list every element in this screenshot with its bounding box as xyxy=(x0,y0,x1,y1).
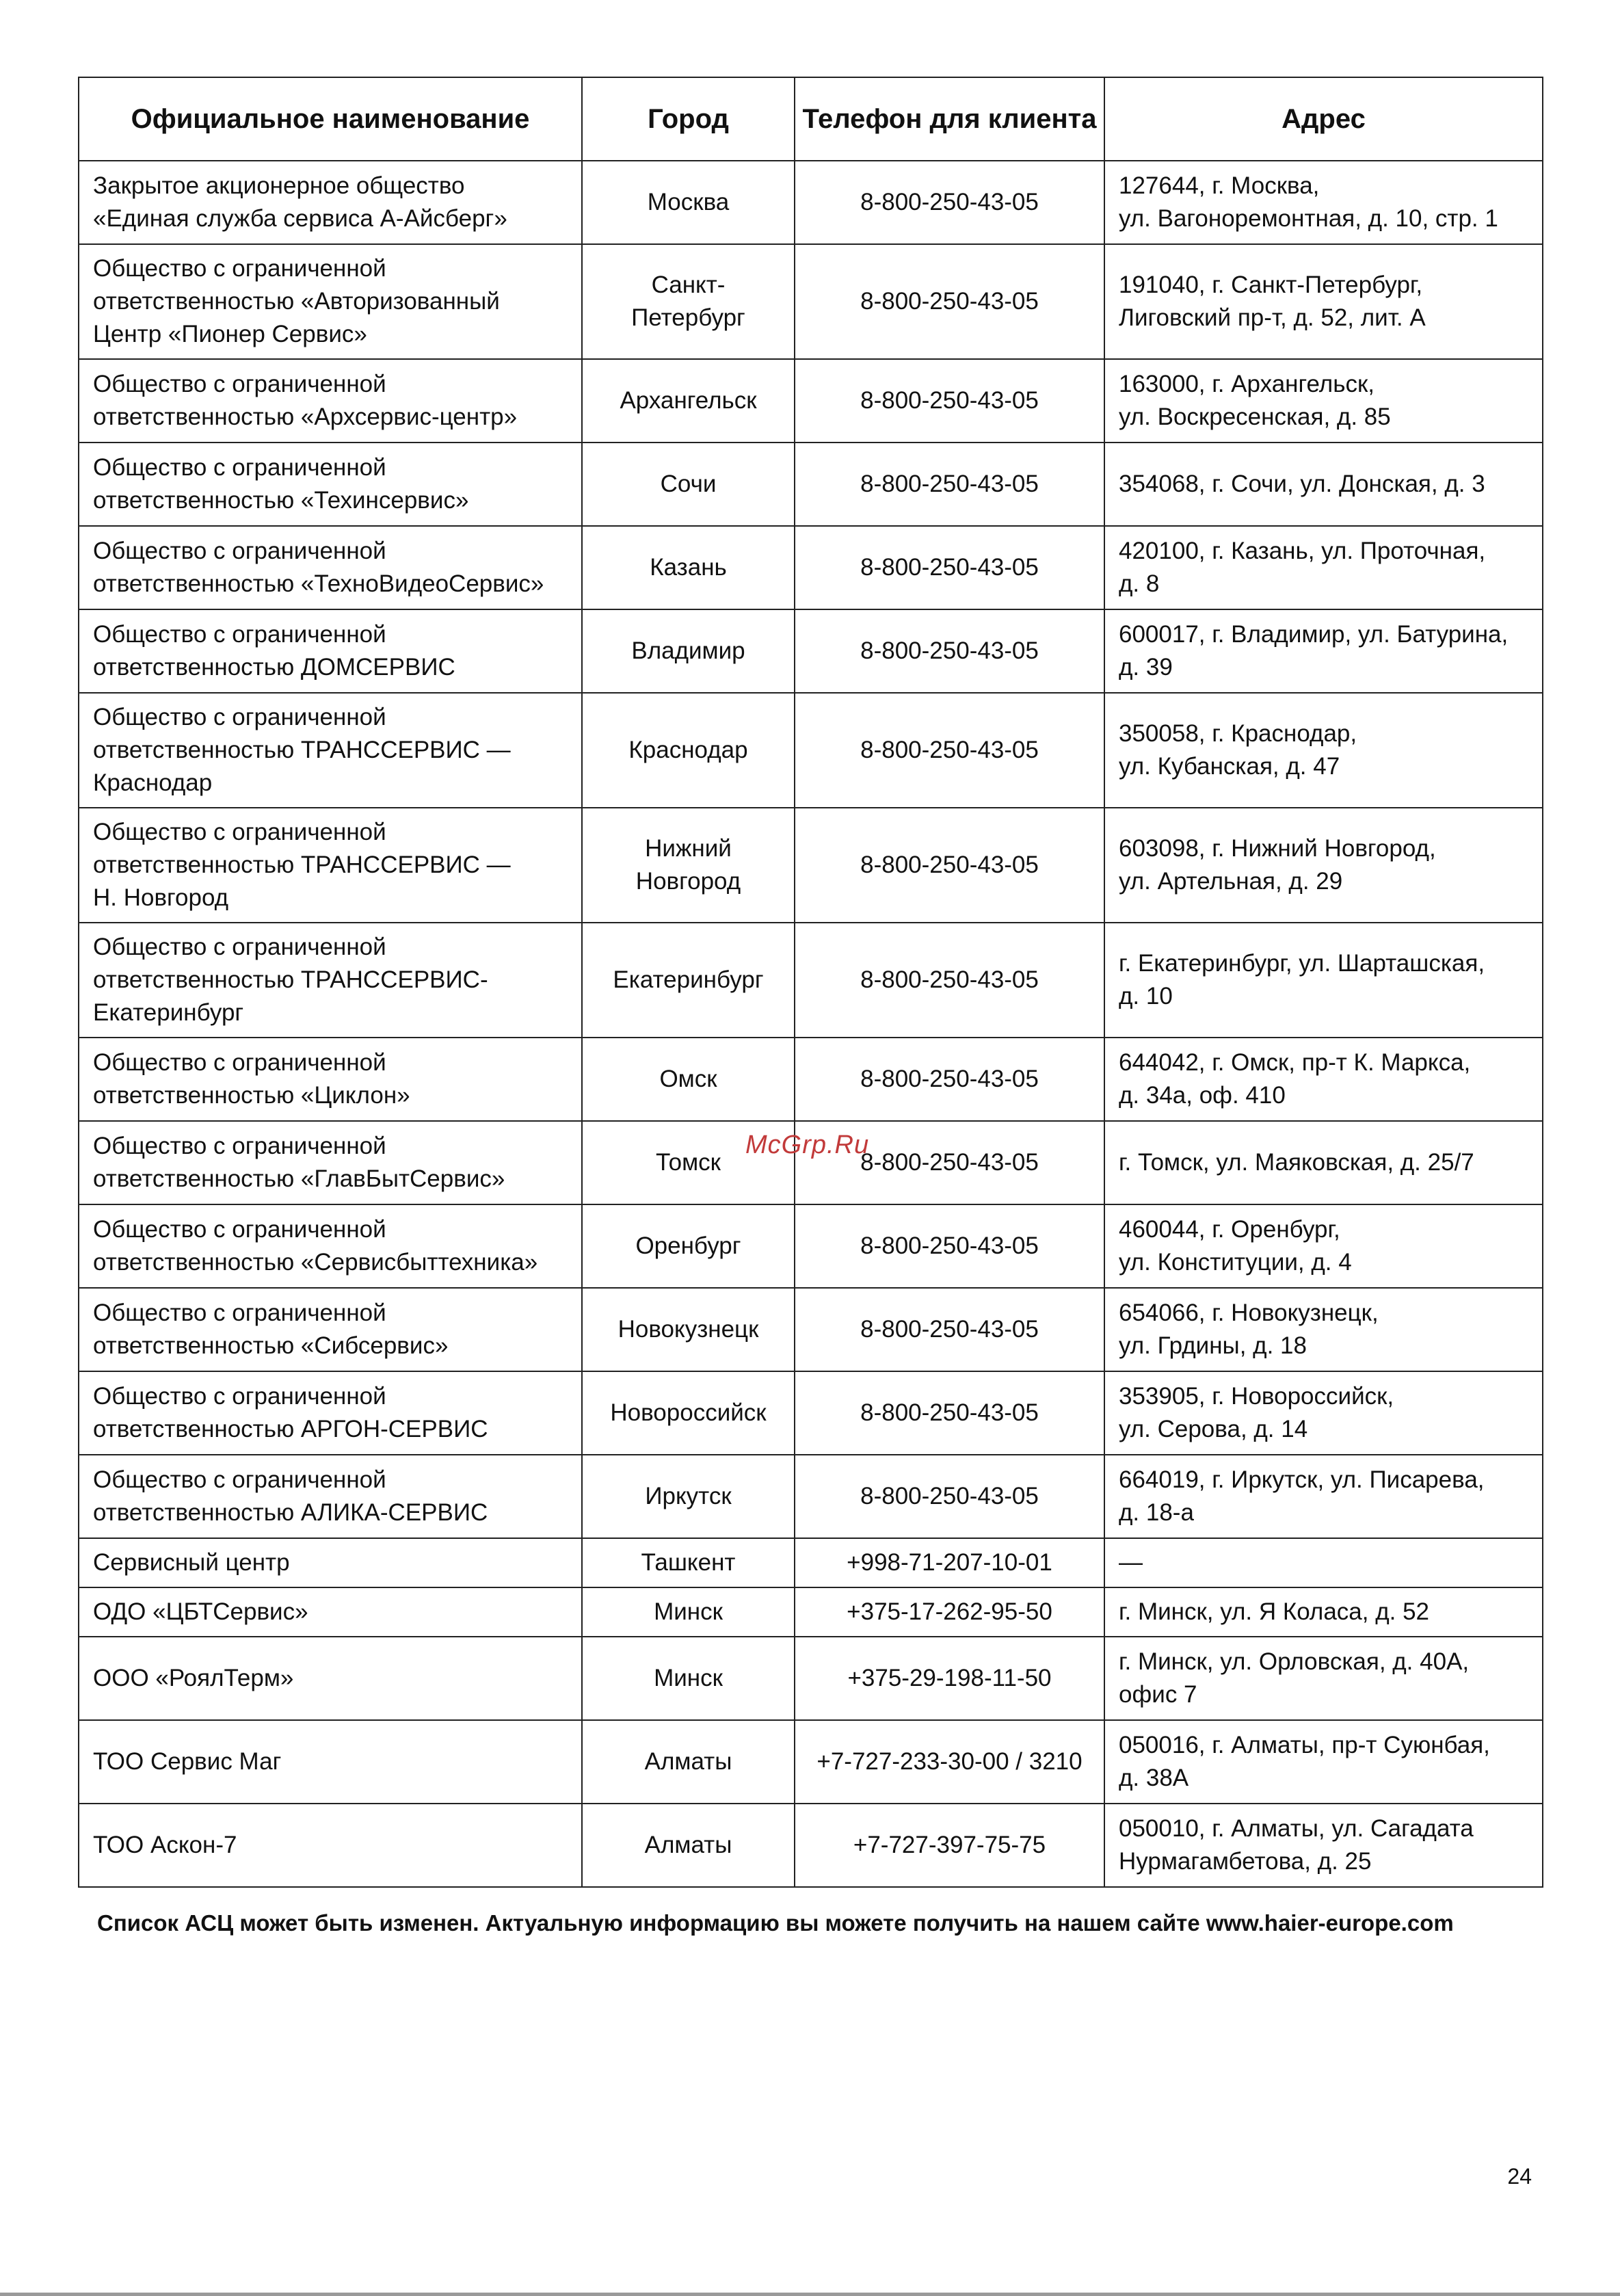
cell-address xyxy=(1104,609,1543,693)
cell-official-name xyxy=(79,1288,582,1371)
cell-phone xyxy=(795,808,1104,923)
cell-phone xyxy=(795,1637,1104,1720)
cell-official-name-text: Общество с ограниченной ответственностью «Архсервис-центр» xyxy=(93,371,518,430)
table-body xyxy=(79,161,1543,1887)
table-row xyxy=(79,693,1543,808)
cell-phone xyxy=(795,1288,1104,1371)
cell-address-text: 600017, г. Владимир, ул. Батурина, д. 39 xyxy=(1119,621,1509,681)
header-address: Адрес xyxy=(1104,77,1543,161)
cell-address-text: — xyxy=(1119,1549,1143,1576)
cell-city xyxy=(582,1720,795,1804)
cell-address-text: 191040, г. Санкт-Петербург, Лиговский пр-т, д. 52, лит. А xyxy=(1119,272,1426,331)
cell-city-text: Ташкент xyxy=(641,1549,736,1576)
cell-phone-text: 8-800-250-43-05 xyxy=(860,737,1039,763)
cell-city xyxy=(582,808,795,923)
cell-address xyxy=(1104,1038,1543,1121)
cell-city-text: Владимир xyxy=(631,637,745,664)
cell-phone-text: +7-727-397-75-75 xyxy=(853,1832,1046,1858)
cell-city xyxy=(582,1455,795,1538)
cell-city xyxy=(582,1038,795,1121)
cell-official-name xyxy=(79,1038,582,1121)
table-row xyxy=(79,244,1543,359)
cell-phone xyxy=(795,1804,1104,1887)
cell-address xyxy=(1104,923,1543,1038)
header-official-name: Официальное наименование xyxy=(79,77,582,161)
cell-phone-text: 8-800-250-43-05 xyxy=(860,1483,1039,1509)
cell-address-text: 644042, г. Омск, пр-т К. Маркса, д. 34а, оф. 410 xyxy=(1119,1049,1471,1109)
cell-city-text: Минск xyxy=(654,1598,723,1625)
table-row xyxy=(79,1038,1543,1121)
cell-city xyxy=(582,1804,795,1887)
cell-address-text: 050016, г. Алматы, пр-т Суюнбая, д. 38А xyxy=(1119,1732,1490,1791)
cell-city xyxy=(582,1204,795,1288)
cell-address-text: г. Минск, ул. Я Коласа, д. 52 xyxy=(1119,1598,1430,1625)
cell-official-name xyxy=(79,1455,582,1538)
cell-city-text: Москва xyxy=(647,189,730,215)
cell-official-name-text: Общество с ограниченной ответственностью ДОМСЕРВИС xyxy=(93,621,455,681)
table-row xyxy=(79,526,1543,609)
table-row xyxy=(79,1587,1543,1637)
cell-official-name-text: Общество с ограниченной ответственностью «Авторизованный Центр «Пионер Сервис» xyxy=(93,255,500,347)
cell-city-text: Сочи xyxy=(660,471,717,497)
cell-phone-text: +375-29-198-11-50 xyxy=(847,1665,1052,1691)
cell-address-text: 460044, г. Оренбург, ул. Конституции, д. 4 xyxy=(1119,1216,1352,1276)
cell-city xyxy=(582,923,795,1038)
cell-official-name xyxy=(79,1538,582,1587)
cell-city xyxy=(582,161,795,244)
cell-official-name-text: Общество с ограниченной ответственностью ТРАНССЕРВИС — Н. Новгород xyxy=(93,819,511,911)
cell-phone-text: 8-800-250-43-05 xyxy=(860,966,1039,993)
cell-phone-text: 8-800-250-43-05 xyxy=(860,852,1039,878)
cell-city-text: Новокузнецк xyxy=(618,1316,759,1343)
cell-official-name-text: ТОО Сервис Маг xyxy=(93,1748,282,1775)
cell-official-name-text: Общество с ограниченной ответственностью «Техинсервис» xyxy=(93,454,469,514)
table-row xyxy=(79,359,1543,443)
cell-phone-text: 8-800-250-43-05 xyxy=(860,189,1039,215)
cell-city xyxy=(582,1371,795,1455)
cell-phone-text: 8-800-250-43-05 xyxy=(860,1232,1039,1259)
cell-city-text: Томск xyxy=(656,1149,721,1176)
cell-address xyxy=(1104,443,1543,526)
cell-city-text: Екатеринбург xyxy=(613,966,764,993)
cell-city-text: Алматы xyxy=(644,1748,732,1775)
cell-address-text: г. Минск, ул. Орловская, д. 40А, офис 7 xyxy=(1119,1648,1470,1708)
cell-official-name xyxy=(79,1587,582,1637)
cell-phone xyxy=(795,244,1104,359)
cell-city xyxy=(582,1538,795,1587)
cell-address xyxy=(1104,1121,1543,1204)
cell-phone xyxy=(795,609,1104,693)
cell-phone xyxy=(795,526,1104,609)
cell-phone xyxy=(795,1204,1104,1288)
cell-official-name xyxy=(79,1637,582,1720)
cell-phone-text: +998-71-207-10-01 xyxy=(847,1549,1052,1576)
cell-official-name xyxy=(79,808,582,923)
cell-phone xyxy=(795,1455,1104,1538)
cell-address xyxy=(1104,1455,1543,1538)
table-row xyxy=(79,609,1543,693)
cell-phone-text: 8-800-250-43-05 xyxy=(860,1066,1039,1092)
cell-phone xyxy=(795,1038,1104,1121)
cell-official-name xyxy=(79,1720,582,1804)
cell-phone-text: 8-800-250-43-05 xyxy=(860,1399,1039,1426)
header-phone: Телефон для клиента xyxy=(795,77,1104,161)
cell-official-name-text: ООО «РоялТерм» xyxy=(93,1665,294,1691)
cell-phone xyxy=(795,161,1104,244)
table-row xyxy=(79,1720,1543,1804)
cell-phone xyxy=(795,693,1104,808)
header-city: Город xyxy=(582,77,795,161)
cell-phone-text: +7-727-233-30-00 / 3210 xyxy=(816,1748,1083,1775)
cell-address-text: 350058, г. Краснодар, ул. Кубанская, д. 47 xyxy=(1119,720,1357,780)
cell-city-text: Нижний Новгород xyxy=(635,835,741,895)
cell-address-text: г. Томск, ул. Маяковская, д. 25/7 xyxy=(1119,1149,1474,1176)
cell-phone-text: 8-800-250-43-05 xyxy=(860,288,1039,315)
cell-phone xyxy=(795,443,1104,526)
cell-official-name xyxy=(79,359,582,443)
cell-city xyxy=(582,244,795,359)
cell-address xyxy=(1104,1204,1543,1288)
cell-city xyxy=(582,443,795,526)
table-row xyxy=(79,1204,1543,1288)
cell-address xyxy=(1104,1637,1543,1720)
cell-city xyxy=(582,359,795,443)
cell-address-text: 127644, г. Москва, ул. Вагоноремонтная, д. 10, стр. 1 xyxy=(1119,172,1498,232)
cell-city xyxy=(582,609,795,693)
cell-official-name-text: ТОО Аскон-7 xyxy=(93,1832,237,1858)
cell-address xyxy=(1104,1720,1543,1804)
cell-address-text: 420100, г. Казань, ул. Проточная, д. 8 xyxy=(1119,538,1486,597)
cell-phone xyxy=(795,1720,1104,1804)
cell-city-text: Казань xyxy=(650,554,727,581)
cell-address xyxy=(1104,359,1543,443)
cell-official-name-text: Общество с ограниченной ответственностью «Сервисбыттехника» xyxy=(93,1216,538,1276)
cell-address xyxy=(1104,808,1543,923)
cell-address-text: 163000, г. Архангельск, ул. Воскресенская, д. 85 xyxy=(1119,371,1391,430)
table-row xyxy=(79,161,1543,244)
cell-phone-text: 8-800-250-43-05 xyxy=(860,471,1039,497)
table-row xyxy=(79,923,1543,1038)
cell-official-name-text: Общество с ограниченной ответственностью ТРАНССЕРВИС — Краснодар xyxy=(93,704,511,796)
cell-address xyxy=(1104,1587,1543,1637)
cell-city-text: Минск xyxy=(654,1665,723,1691)
cell-official-name xyxy=(79,244,582,359)
cell-phone xyxy=(795,1371,1104,1455)
cell-city xyxy=(582,693,795,808)
cell-phone xyxy=(795,1587,1104,1637)
cell-address xyxy=(1104,1804,1543,1887)
cell-official-name xyxy=(79,609,582,693)
table-row xyxy=(79,443,1543,526)
cell-address xyxy=(1104,161,1543,244)
cell-address xyxy=(1104,1371,1543,1455)
cell-address-text: 353905, г. Новороссийск, ул. Серова, д. 14 xyxy=(1119,1383,1394,1442)
watermark-text: McGrp.Ru xyxy=(745,1131,870,1159)
cell-official-name-text: Общество с ограниченной ответственностью «ГлавБытСервис» xyxy=(93,1133,505,1192)
cell-address-text: 354068, г. Сочи, ул. Донская, д. 3 xyxy=(1119,471,1485,497)
cell-official-name xyxy=(79,1804,582,1887)
cell-phone-text: 8-800-250-43-05 xyxy=(860,1316,1039,1343)
table-row xyxy=(79,808,1543,923)
cell-phone-text: 8-800-250-43-05 xyxy=(860,637,1039,664)
cell-official-name-text: Общество с ограниченной ответственностью «Циклон» xyxy=(93,1049,410,1109)
cell-address-text: г. Екатеринбург, ул. Шарташская, д. 10 xyxy=(1119,950,1485,1010)
table-row xyxy=(79,1455,1543,1538)
cell-city-text: Новороссийск xyxy=(610,1399,767,1426)
cell-address xyxy=(1104,1288,1543,1371)
cell-phone-text: +375-17-262-95-50 xyxy=(847,1598,1052,1625)
table-row xyxy=(79,1371,1543,1455)
cell-official-name xyxy=(79,693,582,808)
page-number: 24 xyxy=(1507,2164,1532,2189)
footer-note: Список АСЦ может быть изменен. Актуальную информацию вы можете получить на нашем сайте www.haier-europe.com xyxy=(97,1910,1454,1936)
table-row xyxy=(79,1538,1543,1587)
cell-address xyxy=(1104,244,1543,359)
cell-official-name xyxy=(79,161,582,244)
cell-official-name xyxy=(79,1371,582,1455)
cell-phone xyxy=(795,359,1104,443)
cell-official-name-text: Общество с ограниченной ответственностью ТРАНССЕРВИС- Екатеринбург xyxy=(93,934,488,1026)
cell-phone xyxy=(795,923,1104,1038)
cell-official-name-text: Общество с ограниченной ответственностью «ТехноВидеоСервис» xyxy=(93,538,544,597)
cell-address-text: 050010, г. Алматы, ул. Сагадата Нурмагамбетова, д. 25 xyxy=(1119,1815,1474,1875)
cell-city-text: Санкт- Петербург xyxy=(631,272,745,331)
cell-official-name-text: Общество с ограниченной ответственностью АРГОН-СЕРВИС xyxy=(93,1383,488,1442)
cell-city-text: Иркутск xyxy=(645,1483,732,1509)
cell-official-name-text: Общество с ограниченной ответственностью «Сибсервис» xyxy=(93,1299,449,1359)
cell-phone xyxy=(795,1538,1104,1587)
table-row xyxy=(79,1804,1543,1887)
cell-official-name xyxy=(79,1204,582,1288)
cell-city xyxy=(582,1587,795,1637)
cell-city xyxy=(582,1637,795,1720)
table-header-row xyxy=(79,77,1543,161)
cell-official-name-text: Закрытое акционерное общество «Единая служба сервиса А-Айсберг» xyxy=(93,172,507,232)
cell-city-text: Омск xyxy=(659,1066,717,1092)
cell-address xyxy=(1104,1538,1543,1587)
cell-official-name xyxy=(79,923,582,1038)
cell-official-name xyxy=(79,526,582,609)
cell-address xyxy=(1104,526,1543,609)
cell-address xyxy=(1104,693,1543,808)
cell-city xyxy=(582,526,795,609)
table-row xyxy=(79,1288,1543,1371)
cell-address-text: 664019, г. Иркутск, ул. Писарева, д. 18-а xyxy=(1119,1466,1485,1526)
cell-city-text: Краснодар xyxy=(628,737,748,763)
cell-official-name-text: ОДО «ЦБТСервис» xyxy=(93,1598,308,1625)
cell-city xyxy=(582,1288,795,1371)
service-centers-table xyxy=(78,77,1543,1888)
cell-official-name xyxy=(79,443,582,526)
cell-official-name-text: Сервисный центр xyxy=(93,1549,290,1576)
cell-city-text: Оренбург xyxy=(635,1232,741,1259)
cell-address-text: 603098, г. Нижний Новгород, ул. Артельная, д. 29 xyxy=(1119,835,1436,895)
cell-phone-text: 8-800-250-43-05 xyxy=(860,554,1039,581)
cell-phone-text: 8-800-250-43-05 xyxy=(860,387,1039,414)
table-row xyxy=(79,1637,1543,1720)
cell-city-text: Алматы xyxy=(644,1832,732,1858)
page-bottom-edge xyxy=(0,2293,1620,2296)
cell-city-text: Архангельск xyxy=(620,387,757,414)
cell-address-text: 654066, г. Новокузнецк, ул. Грдины, д. 18 xyxy=(1119,1299,1379,1359)
cell-official-name xyxy=(79,1121,582,1204)
cell-official-name-text: Общество с ограниченной ответственностью АЛИКА-СЕРВИС xyxy=(93,1466,488,1526)
cell-phone-text: 8-800-250-43-05 xyxy=(860,1149,1039,1176)
